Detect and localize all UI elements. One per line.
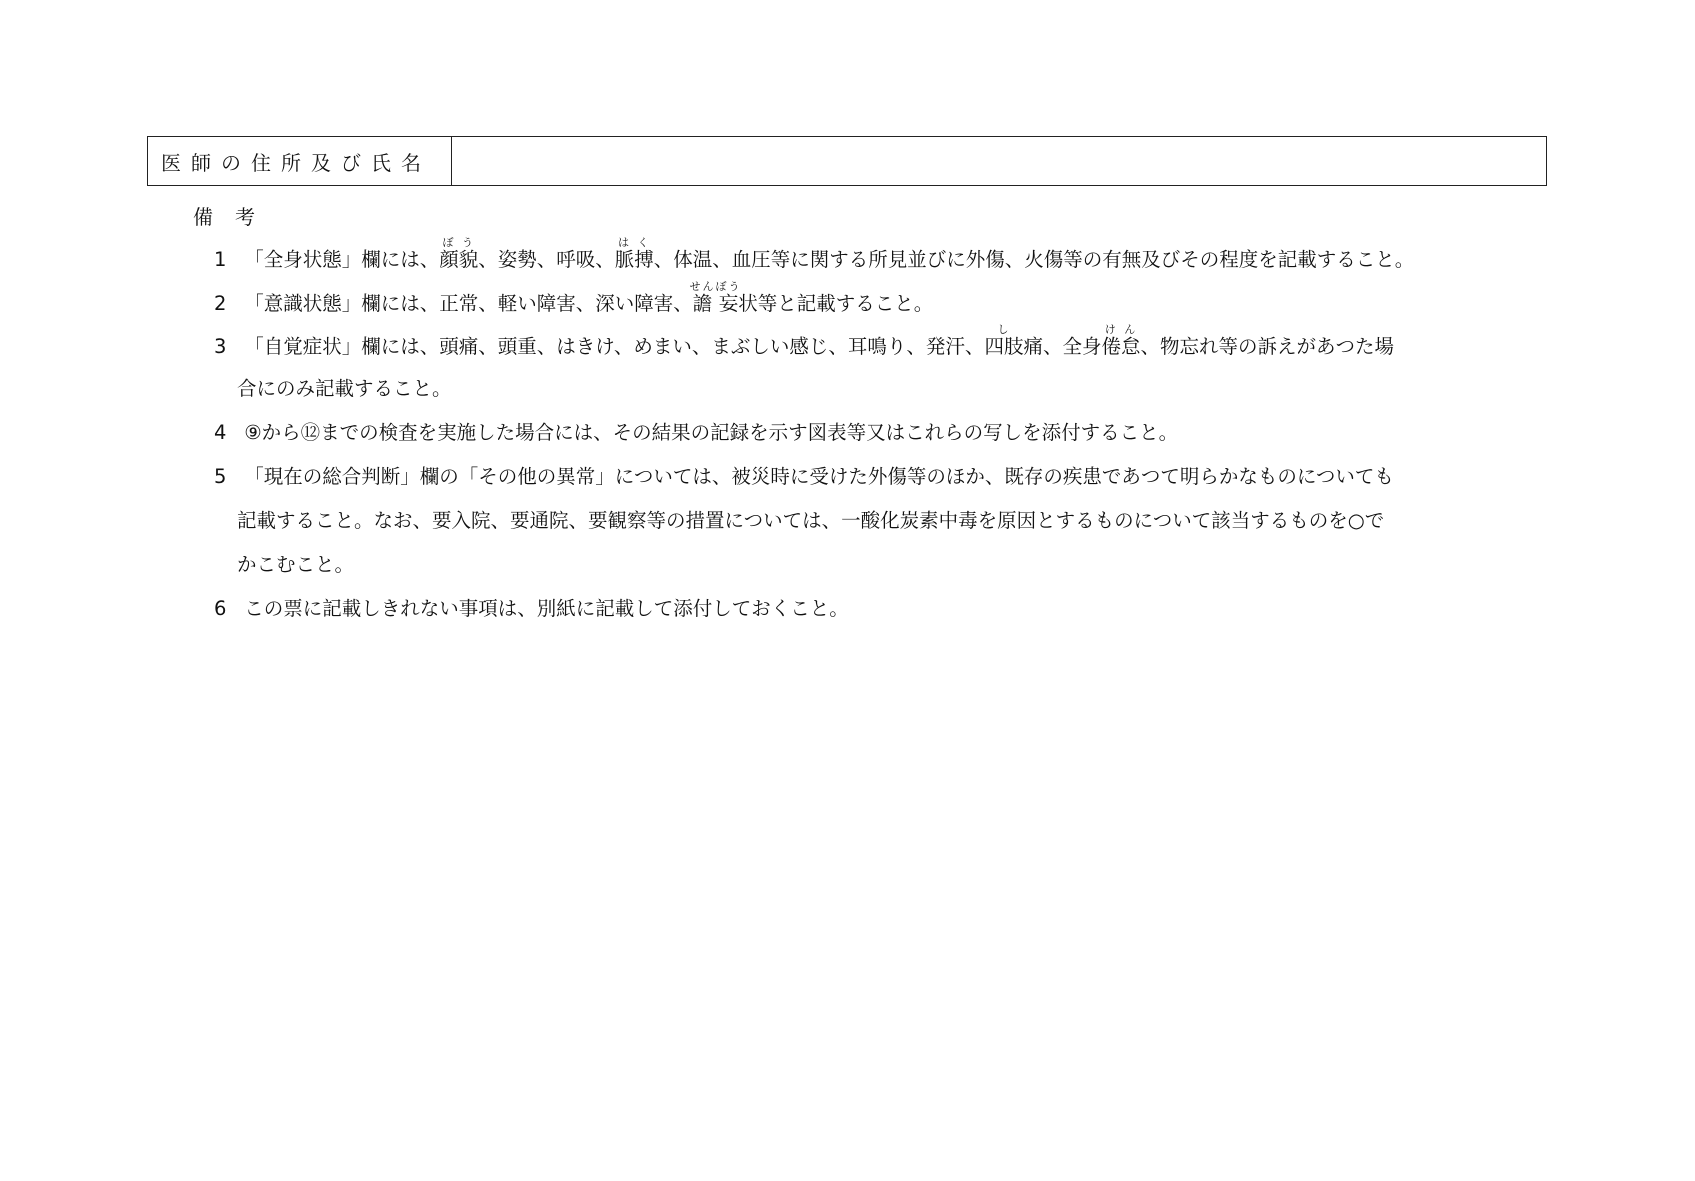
remark-item-4: [214, 411, 1178, 455]
remark-item-5: [214, 455, 1394, 499]
remark-number: 4: [214, 421, 227, 444]
remark-text: 「意識状態」欄には、正常、軽い障害、深い障害、: [244, 292, 693, 315]
ruby-reading: ぼう: [439, 236, 479, 249]
remark-number: 3: [214, 335, 227, 358]
remark-item-5-continuation: 記載すること。なお、要入院、要通院、要観察等の措置については、一酸化炭素中毒を原因とするものについて該当するものを○で: [237, 509, 1385, 532]
physician-address-name-field[interactable]: [452, 137, 1546, 185]
remark-item-1: [214, 236, 1414, 282]
ruby-reading: せんぼう: [689, 280, 742, 293]
remark-text: 「自覚症状」欄には、頭痛、頭重、はきけ、めまい、まぶしい感じ、耳鳴り、発汗、: [244, 335, 985, 358]
ruby-reading: はく: [614, 236, 654, 249]
remark-number: 5: [214, 465, 227, 488]
ruby-term: 四肢し: [984, 323, 1024, 358]
ruby-reading: し: [984, 323, 1024, 336]
remark-text: 状等と記載すること。: [738, 292, 934, 315]
remark-item-3-continuation: 合にのみ記載すること。: [237, 377, 452, 400]
remark-number: 6: [214, 597, 227, 620]
remark-text: 痛、全身: [1023, 335, 1102, 358]
remarks-heading: 備考: [193, 205, 277, 229]
remark-text: この票に記載しきれない事項は、別紙に記載して添付しておくこと。: [244, 597, 849, 620]
remark-number: 2: [214, 292, 227, 315]
remark-item-6: [214, 587, 849, 631]
ruby-term: 譫妄せんぼう: [689, 280, 742, 315]
remark-item-5-continuation: かこむこと。: [237, 553, 355, 576]
ruby-term: 顔貌ぼう: [439, 236, 479, 271]
remark-number: 1: [214, 248, 227, 271]
remark-text: 、物忘れ等の訴えがあつた場: [1140, 335, 1394, 358]
remark-text: 「現在の総合判断」欄の「その他の異常」については、被災時に受けた外傷等のほか、既存の疾患であつて明らかなものについても: [244, 465, 1394, 488]
physician-address-name-label: 医師の住所及び氏名: [148, 137, 452, 185]
ruby-reading: けん: [1101, 323, 1141, 336]
physician-signature-row: [147, 136, 1547, 186]
ruby-term: 倦怠けん: [1101, 323, 1141, 358]
remark-text: 「全身状態」欄には、: [244, 248, 440, 271]
remark-item-3: [214, 323, 1394, 369]
ruby-term: 脈搏はく: [614, 236, 654, 271]
remark-text: 、姿勢、呼吸、: [478, 248, 615, 271]
remark-item-2: [214, 280, 933, 326]
remark-text: ⑨から⑫までの検査を実施した場合には、その結果の記録を示す図表等又はこれらの写しを添付すること。: [244, 421, 1179, 444]
remark-text: 、体温、血圧等に関する所見並びに外傷、火傷等の有無及びその程度を記載すること。: [653, 248, 1415, 271]
